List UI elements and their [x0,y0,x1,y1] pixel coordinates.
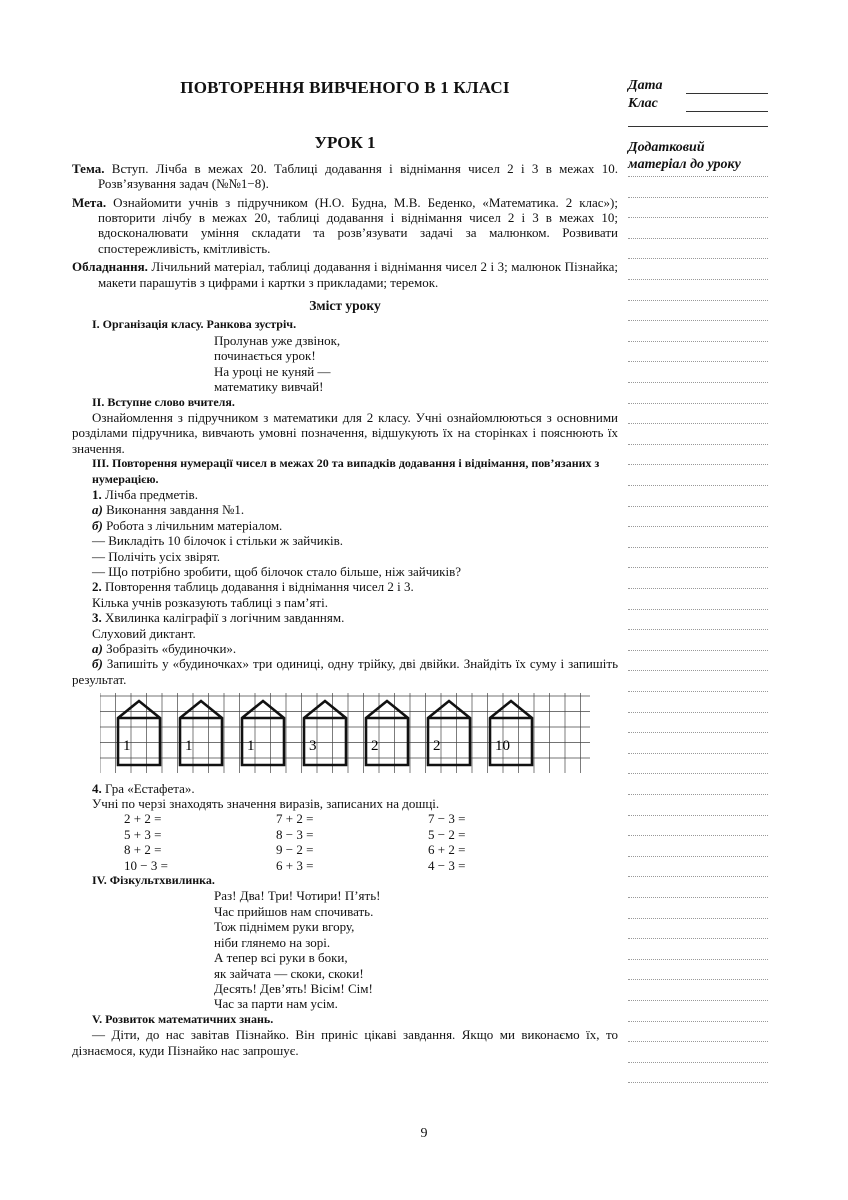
poem-line: Тож піднімем руки вгору, [214,919,355,935]
item-3 [72,610,618,625]
note-line[interactable] [628,464,768,465]
class-label: Клас [628,96,658,111]
topic-text: Вступ. Лічба в межах 20. Таблиці додавання і віднімання чисел 2 і 3 в межах 10. Розв’язування задач (№№1−8). [98,160,618,192]
note-line[interactable] [628,526,768,527]
item-letter: б) [92,517,103,533]
item-number: 3. [92,610,102,626]
note-line[interactable] [628,238,768,239]
note-line[interactable] [628,588,768,589]
note-line[interactable] [628,1062,768,1063]
item-1 [72,487,618,502]
item-3-note: Слуховий диктант. [92,625,196,641]
item-text: Робота з лічильним матеріалом. [106,517,283,533]
house [180,701,222,765]
note-line[interactable] [628,444,768,445]
note-line[interactable] [628,918,768,919]
note-line[interactable] [628,712,768,713]
expression: 8 − 3 = [276,826,314,842]
equipment-label: Обладнання. [72,259,148,275]
note-line[interactable] [628,938,768,939]
date-row [628,76,768,94]
date-label: Дата [628,78,663,93]
section-4-heading: IV. Фізкультхвилинка. [92,873,215,888]
poem-1 [72,333,618,395]
note-line[interactable] [628,506,768,507]
item-text: Повторення таблиць додавання і віднімання чисел 2 і 3. [105,579,414,595]
item-text: Зобразіть «будиночки». [106,641,237,656]
section-2-text: Ознайомлення з підручником з математики для 2 класу. Учні ознайомлюються з основними розділами підручника, вивчають умовні позначення, відшукують їх на сторінках і пояснюють їх значення. [72,409,618,456]
item-text: Хвилинка каліграфії з логічним завданням. [105,610,345,626]
equipment-paragraph [72,259,618,290]
poem-line: починається урок! [214,348,316,364]
note-line[interactable] [628,876,768,877]
goal-text: Ознайомити учнів з підручником (Н.О. Будна, М.В. Беденко, «Математика. 2 клас»); повторити лічбу в межах 20, таблиці додавання і віднімання чисел 2 і 3 в межах 10; вдосконалювати уміння складати та розв’язувати задачі за малюнком. Розвивати спостережливість, кмітливість. [98,194,618,256]
house-number: 10 [495,738,510,755]
note-line[interactable] [628,979,768,980]
section-2-heading: II. Вступне слово вчителя. [92,394,235,409]
page-title: ПОВТОРЕННЯ ВИВЧЕНОГО В 1 КЛАСІ [180,78,510,97]
content-heading: Зміст уроку [309,298,381,314]
house-number: 1 [247,738,255,755]
note-line[interactable] [628,897,768,898]
note-line[interactable] [628,485,768,486]
note-line[interactable] [628,300,768,301]
note-line[interactable] [628,773,768,774]
item-text: Запишіть у «будиночках» три одиниці, одну трійку, дві двійки. Знайдіть їх суму і запишіть результат. [72,656,619,687]
item-4 [72,781,618,796]
expression: 4 − 3 = [428,857,466,873]
note-line[interactable] [628,403,768,404]
house-outline [366,701,408,765]
section-3-heading: III. Повторення нумерації чисел в межах 20 та випадків додавання і віднімання, пов’язаних з нумерацією. [92,456,600,486]
section-5-heading: V. Розвиток математичних знань. [92,1011,274,1026]
item-letter: б) [92,656,103,672]
expression: 10 − 3 = [124,857,168,873]
note-line[interactable] [628,197,768,198]
page-number: 9 [420,1126,428,1141]
topic-paragraph [72,161,618,192]
house-number: 1 [185,738,193,755]
class-row [628,94,768,112]
note-line[interactable] [628,217,768,218]
expression: 2 + 2 = [124,811,162,827]
note-line[interactable] [628,567,768,568]
dialogue-line: — Викладіть 10 білочок і стільки ж зайчиків. [92,533,344,549]
note-line[interactable] [628,650,768,651]
note-line[interactable] [628,176,768,177]
item-3a [72,641,618,656]
house [242,701,284,765]
item-1a [72,502,618,517]
note-line[interactable] [628,1041,768,1042]
note-line[interactable] [628,815,768,816]
item-number: 1. [92,486,102,502]
note-line[interactable] [628,361,768,362]
expression: 9 − 2 = [276,842,314,858]
topic-label: Тема. [72,160,105,176]
expression: 6 + 2 = [428,842,466,858]
note-line[interactable] [628,835,768,836]
goal-label: Мета. [72,194,107,210]
item-number: 4. [92,780,102,796]
note-line[interactable] [628,423,768,424]
class-line[interactable] [686,99,768,112]
lesson-title: УРОК 1 [314,133,376,153]
section-5-text: — Діти, до нас завітав Пізнайко. Він приніс цікаві завдання. Якщо ми виконаємо їх, то дізнаємося, куди Пізнайко нас запрошує. [72,1027,618,1058]
poem-line: А тепер всі руки в боки, [214,950,348,966]
date-line[interactable] [686,81,768,94]
house-outline [242,701,284,765]
house-outline [180,701,222,765]
equipment-text: Лічильний матеріал, таблиці додавання і віднімання чисел 2 і 3; малюнок Пізнайка; макети парашутів з цифрами і картки з прикладами; теремок. [98,259,619,290]
note-line[interactable] [628,547,768,548]
note-line[interactable] [628,691,768,692]
expression: 7 + 2 = [276,811,314,827]
item-text: Гра «Естафета». [105,780,195,796]
expression: 6 + 3 = [276,857,314,873]
poem-2 [72,888,618,1011]
house-outline [428,701,470,765]
sidebar [628,76,768,173]
dialogue-line: — Полічіть усіх звірят. [92,548,221,564]
item-2-note: Кілька учнів розказують таблиці з пам’яті. [92,594,328,610]
house-number: 3 [309,738,317,755]
item-1b [72,518,618,533]
note-line[interactable] [628,670,768,671]
extra-label-line1: Додатковий [628,140,705,155]
item-2 [72,579,618,594]
house [118,701,160,765]
extra-label-line2: матеріал до уроку [628,157,741,172]
note-line[interactable] [628,1082,768,1083]
item-letter: а) [92,641,103,656]
dialogue-line: — Що потрібно зробити, щоб білочок стало більше, ніж зайчиків? [92,563,462,579]
poem-line: математику вивчай! [214,379,324,395]
note-line[interactable] [628,732,768,733]
expression: 5 + 3 = [124,826,162,842]
expression: 5 − 2 = [428,826,466,842]
note-line[interactable] [628,794,768,795]
house-number: 2 [433,738,441,755]
house-outline [490,701,532,765]
house-number: 1 [123,738,131,755]
extra-material-heading [628,139,768,173]
note-line[interactable] [628,258,768,259]
expressions-grid [72,811,618,873]
house-number: 2 [371,738,379,755]
poem-line: На уроці не куняй — [214,363,331,379]
item-letter: а) [92,502,103,518]
note-line[interactable] [628,279,768,280]
item-text: Виконання завдання №1. [106,502,245,518]
note-line[interactable] [628,1021,768,1022]
house [490,701,532,765]
note-line[interactable] [628,341,768,342]
sidebar-divider [628,112,768,127]
note-line[interactable] [628,382,768,383]
house-outline [118,701,160,765]
main-content [72,74,618,1058]
house-outline [304,701,346,765]
poem-line: ніби глянемо на зорі. [214,934,331,950]
item-4-note: Учні по черзі знаходять значення виразів, записаних на дошці. [92,796,440,812]
poem-line: Час прийшов нам спочивать. [214,903,374,919]
note-line[interactable] [628,753,768,754]
section-1-heading: I. Організація класу. Ранкова зустріч. [92,317,297,332]
note-line[interactable] [628,320,768,321]
poem-line: Десять! Дев’ять! Вісім! Сім! [214,980,373,996]
poem-line: Пролунав уже дзвінок, [214,332,341,348]
item-3b [72,656,618,687]
poem-line: Час за парти нам усім. [214,996,338,1012]
item-text: Лічба предметів. [105,486,198,502]
house [304,701,346,765]
note-line[interactable] [628,609,768,610]
note-line[interactable] [628,856,768,857]
poem-line: Раз! Два! Три! Чотири! П’ять! [214,888,381,904]
note-line[interactable] [628,959,768,960]
goal-paragraph [72,195,618,257]
note-line[interactable] [628,629,768,630]
expression: 7 − 3 = [428,811,466,827]
expression: 8 + 2 = [124,842,162,858]
item-number: 2. [92,579,102,595]
house [366,701,408,765]
house [428,701,470,765]
poem-line: як зайчата — скоки, скоки! [214,965,364,981]
note-line[interactable] [628,1000,768,1001]
houses-grid-figure [100,693,590,773]
